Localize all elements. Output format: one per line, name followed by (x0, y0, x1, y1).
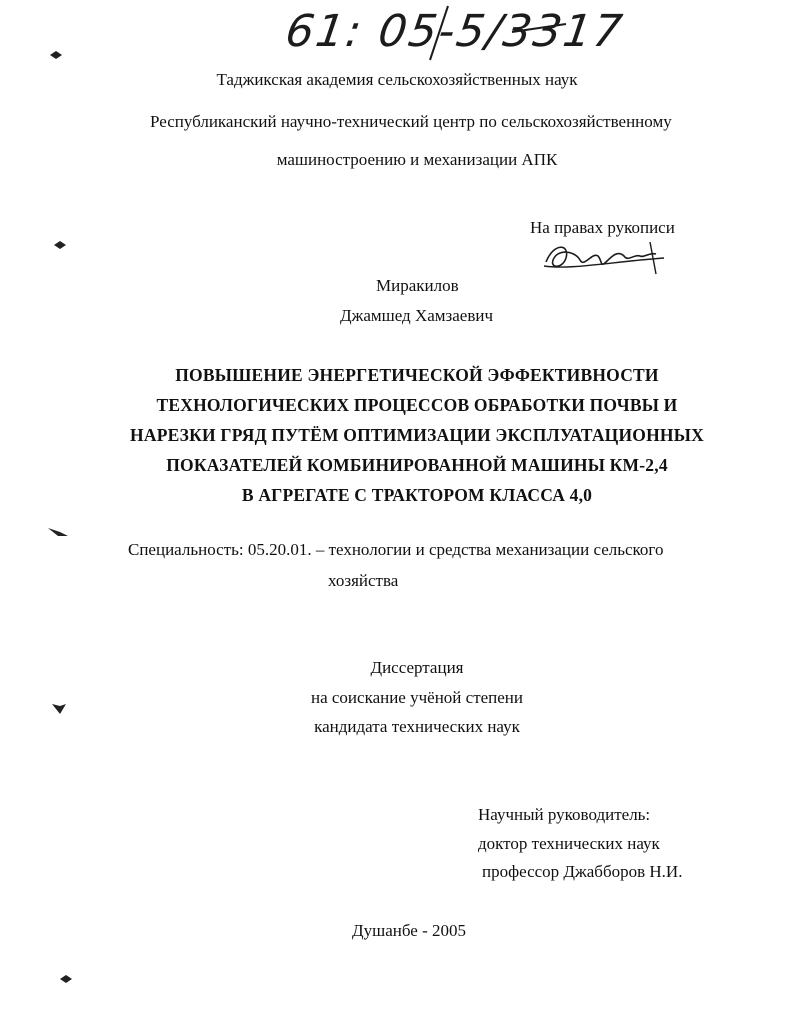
author-surname: Миракилов (376, 276, 459, 295)
author-signature (540, 232, 670, 278)
supervisor-label: Научный руководитель: (478, 805, 651, 824)
handwritten-catalog-number: 61: 05-5/3317 (282, 6, 628, 57)
dissertation-label: Диссертация (370, 658, 464, 677)
scan-mark-icon (50, 700, 68, 716)
research-center-line2: машиностроению и механизации АПК (276, 150, 558, 169)
supervisor-degree: доктор технических наук (478, 834, 660, 853)
academy-name: Таджикская академия сельскохозяйственных наук (216, 70, 578, 89)
scan-mark-icon (52, 238, 68, 252)
dissertation-degree-line: на соискание учёной степени (310, 688, 524, 707)
supervisor-name: профессор Джабборов Н.И. (482, 862, 683, 881)
title-line: ТЕХНОЛОГИЧЕСКИХ ПРОЦЕССОВ ОБРАБОТКИ ПОЧВЫ И (156, 395, 678, 415)
title-line: ПОВЫШЕНИЕ ЭНЕРГЕТИЧЕСКОЙ ЭФФЕКТИВНОСТИ (175, 365, 659, 385)
author-name: Джамшед Хамзаевич (340, 306, 494, 325)
title-line: В АГРЕГАТЕ С ТРАКТОРОМ КЛАССА 4,0 (241, 485, 593, 505)
manuscript-rights-label: На правах рукописи (530, 218, 675, 237)
title-line: НАРЕЗКИ ГРЯД ПУТЁМ ОПТИМИЗАЦИИ ЭКСПЛУАТАЦИОННЫХ (130, 425, 704, 445)
scan-mark-icon (46, 524, 70, 540)
scan-mark-icon (48, 48, 64, 62)
dissertation-degree-field: кандидата технических наук (314, 717, 520, 736)
title-line: ПОКАЗАТЕЛЕЙ КОМБИНИРОВАННОЙ МАШИНЫ КМ-2,4 (166, 455, 668, 475)
research-center-line1: Республиканский научно-технический центр по сельскохозяйственному (150, 112, 672, 131)
specialty-line2: хозяйства (328, 571, 399, 590)
scan-mark-icon (58, 972, 74, 986)
specialty-line1: Специальность: 05.20.01. – технологии и средства механизации сельского (128, 540, 664, 559)
city-year: Душанбе - 2005 (352, 921, 466, 940)
